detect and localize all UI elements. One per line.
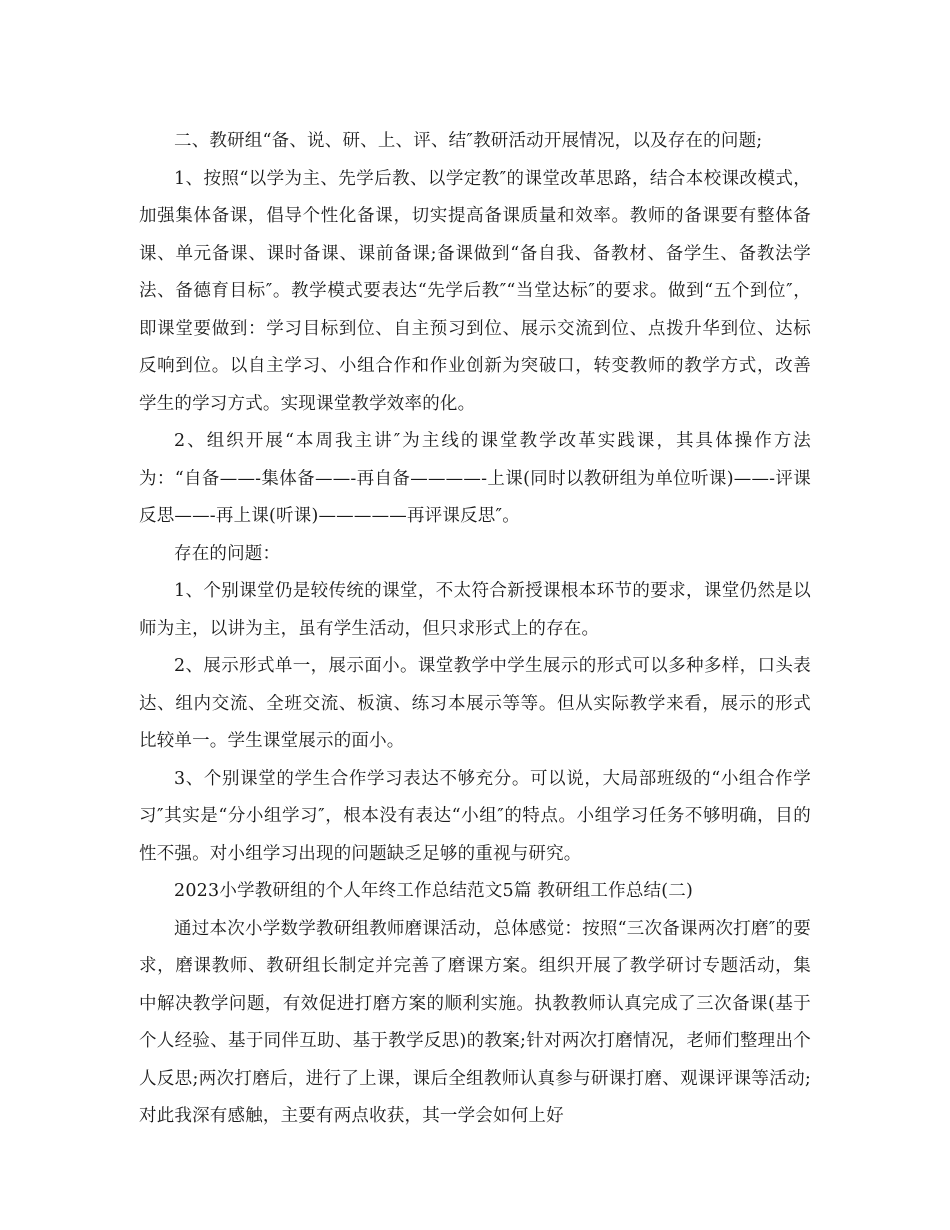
- body-paragraph: 2、组织开展“本周我主讲″为主线的课堂教学改革实践课，其具体操作方法为：“自备——-集体备——-再自备————-上课(同时以教研组为单位听课)——-评课反思——-再上课(听课)—————再评课反思″。: [139, 431, 811, 526]
- body-paragraph: 通过本次小学数学教研组教师磨课活动，总体感觉：按照“三次备课两次打磨″的要求，磨课教师、教研组长制定并完善了磨课方案。组织开展了教学研讨专题活动，集中解决教学问题，有效促进打磨方案的顺利实施。执教教师认真完成了三次备课(基于个人经验、基于同伴互助、基于教学反思)的教案;针对两次打磨情况，老师们整理出个人反思;两次打磨后，进行了上课，课后全组教师认真参与研课打磨、观课评课等活动;对此我深有感触，主要有两点收获，其一学会如何上好: [139, 918, 811, 1126]
- document-body: [139, 123, 811, 1136]
- body-paragraph: 2、展示形式单一，展示面小。课堂教学中学生展示的形式可以多种多样，口头表达、组内交流、全班交流、板演、练习本展示等等。但从实际教学来看，展示的形式比较单一。学生课堂展示的面小。: [139, 656, 811, 751]
- section-heading-paragraph: 二、教研组“备、说、研、上、评、结″教研活动开展情况，以及存在的问题;: [174, 131, 763, 151]
- article-title-paragraph: 2023小学教研组的个人年终工作总结范文5篇 教研组工作总结(二): [174, 881, 693, 901]
- subheading-paragraph: 存在的问题：: [174, 543, 281, 564]
- body-paragraph: 1、按照“以学为主、先学后教、以学定教″的课堂改革思路，结合本校课改模式，加强集体备课，倡导个性化备课，切实提高备课质量和效率。教师的备课要有整体备课、单元备课、课时备课、课前备课;备课做到“备自我、备教材、备学生、备教法学法、备德育目标″。教学模式要表达“先学后教″“当堂达标″的要求。做到“五个到位″，即课堂要做到：学习目标到位、自主预习到位、展示交流到位、点拨升华到位、达标反响到位。以自主学习、小组合作和作业创新为突破口，转变教师的教学方式，改善学生的学习方式。实现课堂教学效率的化。: [139, 168, 811, 414]
- body-paragraph: 3、个别课堂的学生合作学习表达不够充分。可以说，大局部班级的“小组合作学习″其实是“分小组学习″，根本没有表达“小组″的特点。小组学习任务不够明确，目的性不强。对小组学习出现的问题缺乏足够的重视与研究。: [139, 768, 811, 864]
- body-paragraph: 1、个别课堂仍是较传统的课堂，不太符合新授课根本环节的要求，课堂仍然是以师为主，以讲为主，虽有学生活动，但只求形式上的存在。: [139, 581, 811, 639]
